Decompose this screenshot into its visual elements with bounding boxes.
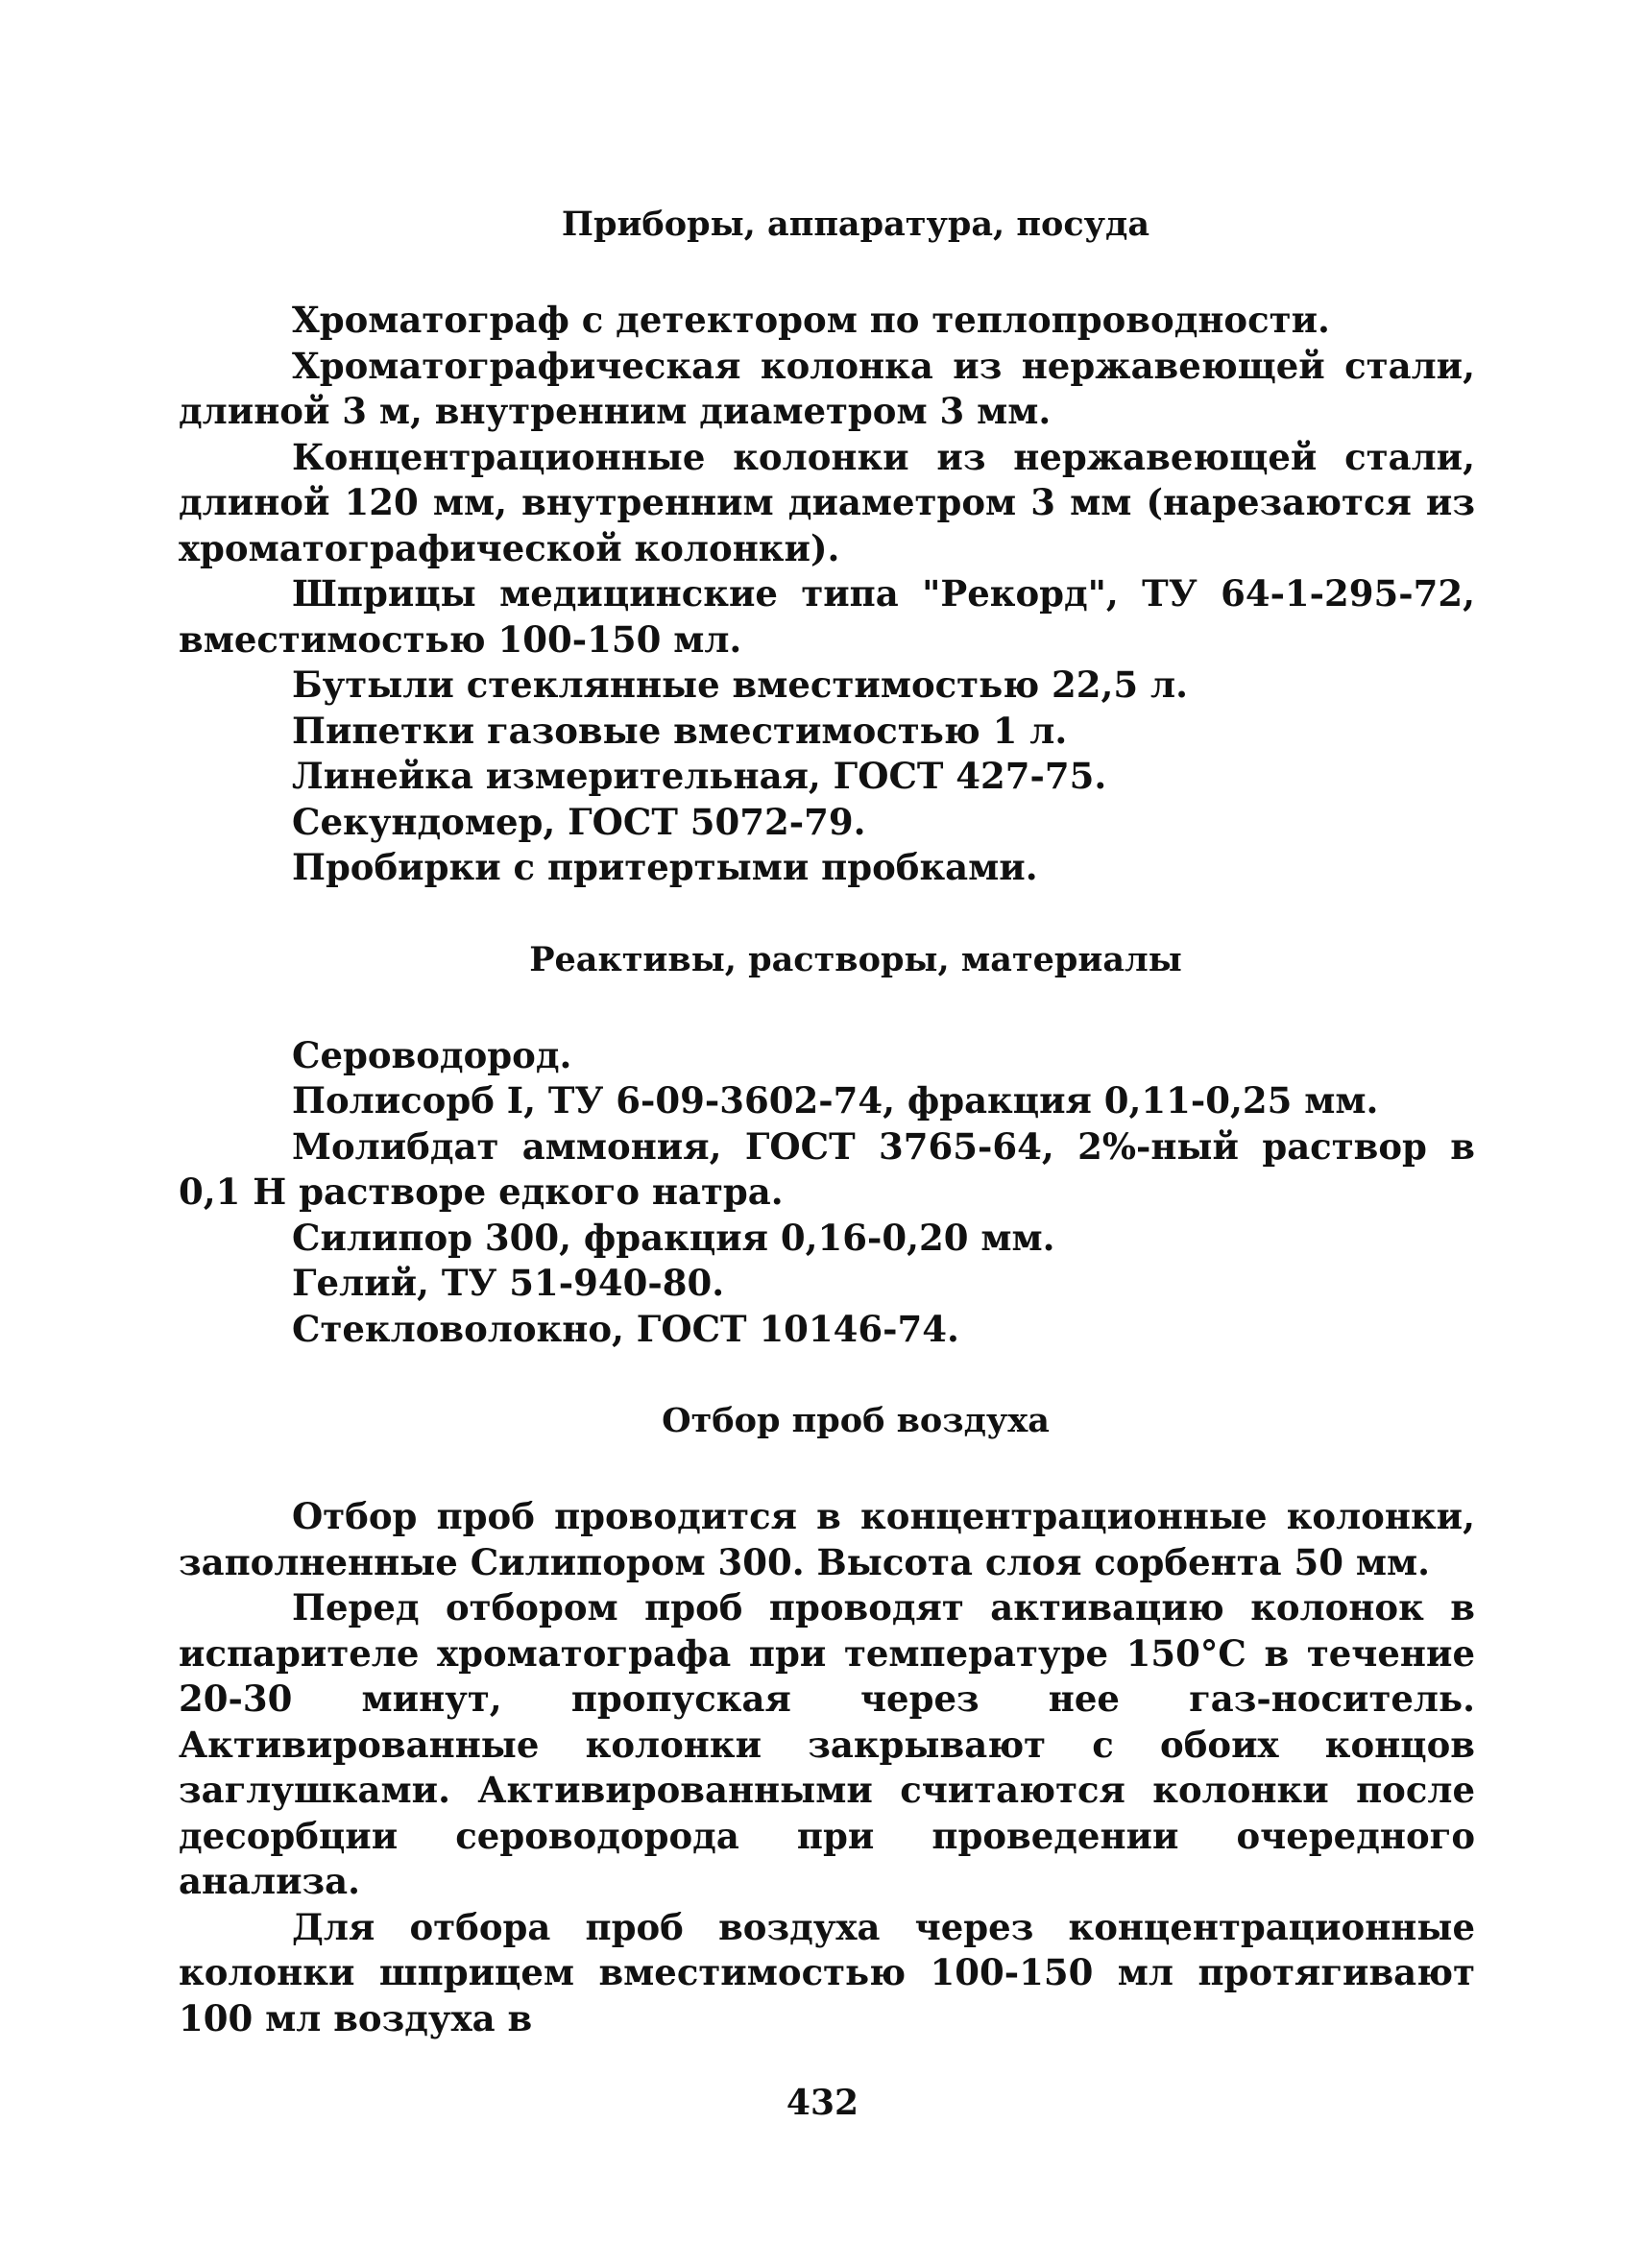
section-equipment [179,202,1475,891]
paragraph: Пробирки с притертыми пробками. [292,846,1038,888]
section-spacer [179,891,1475,937]
paragraph: Сероводород. [292,1033,572,1076]
paragraph: Бутыли стеклянные вместимостью 22,5 л. [292,664,1189,706]
page-number: 432 [786,2083,859,2123]
paragraph: Секундомер, ГОСТ 5072-79. [292,800,866,843]
paragraph: Хроматографическая колонка из нержавеющей стали, длиной 3 м, внутренним диаметром 3 мм. [179,344,1475,432]
paragraph: Для отбора проб воздуха через концентрационные колонки шприцем вместимостью 100-150 мл протягивают 100 мл воздуха в [179,1905,1475,2039]
section-reagents [179,937,1475,1353]
document-page [179,202,1475,2041]
paragraph: Линейка измерительная, ГОСТ 427-75. [292,755,1107,797]
section-air-sampling [179,1398,1475,2041]
paragraph: Пипетки газовые вместимостью 1 л. [292,709,1068,752]
section-spacer [179,1352,1475,1398]
section-heading: Приборы, аппаратура, посуда [561,205,1150,244]
paragraph: Перед отбором проб проводят активацию колонок в испарителе хроматографа при температуре 150°С в течение 20-30 минут, пропуская через нее газ-носитель. Активированные колонки закрывают с обоих концов заглушками. Активированными считаются колонки после десорбции сероводорода при проведении очередного анализа. [179,1586,1475,1902]
section-heading: Отбор проб воздуха [662,1401,1050,1440]
paragraph: Молибдат аммония, ГОСТ 3765-64, 2%-ный раствор в 0,1 Н растворе едкого натра. [179,1124,1475,1213]
paragraph: Полисорб I, ТУ 6-09-3602-74, фракция 0,11-0,25 мм. [292,1079,1379,1122]
paragraph: Отбор проб проводится в концентрационные колонки, заполненные Силипором 300. Высота слоя сорбента 50 мм. [179,1495,1475,1583]
paragraph: Хроматограф с детектором по теплопроводности. [292,299,1330,341]
paragraph: Гелий, ТУ 51-940-80. [292,1262,725,1304]
paragraph: Силипор 300, фракция 0,16-0,20 мм. [292,1216,1055,1259]
paragraph: Концентрационные колонки из нержавеющей стали, длиной 120 мм, внутренним диаметром 3 мм (нарезаются из хроматографической колонки). [179,435,1475,569]
section-heading: Реактивы, растворы, материалы [529,939,1182,979]
paragraph: Шприцы медицинские типа "Рекорд", ТУ 64-1-295-72, вместимостью 100-150 мл. [179,572,1475,661]
paragraph: Стекловолокно, ГОСТ 10146-74. [292,1307,959,1350]
